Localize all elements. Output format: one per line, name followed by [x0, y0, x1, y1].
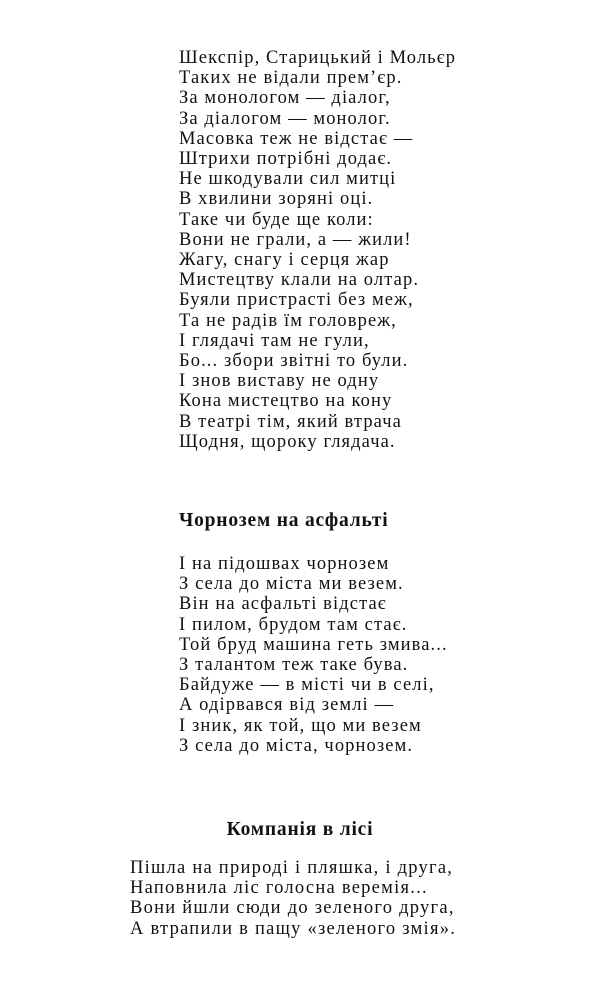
- poem-line: В театрі тім, який втрача: [179, 411, 402, 432]
- poem-chornozem: [179, 554, 448, 756]
- poem-line: Жагу, снагу і серця жар: [179, 250, 390, 271]
- poem-line: Той бруд машина геть змива...: [179, 634, 448, 655]
- poem-line: За діалогом — монолог.: [179, 108, 391, 129]
- poem-line: З села до міста, чорнозем.: [179, 735, 414, 756]
- poem-line: І на підошвах чорнозем: [179, 554, 390, 574]
- poem-line: Не шкодували сил митці: [179, 169, 397, 190]
- poem-line: Кона мистецтво на кону: [179, 391, 393, 412]
- poem-line: І пилом, брудом там стає.: [179, 614, 408, 635]
- poem-line: Штрихи потрібні додає.: [179, 149, 393, 170]
- poem-line: Таких не відали прем’єр.: [179, 68, 403, 89]
- poem-line: І зник, як той, що ми везем: [179, 715, 422, 736]
- poem-line: Таке чи буде ще коли:: [179, 209, 374, 230]
- poem-line: А одірвався від землі —: [179, 695, 395, 716]
- poem-line: Масовка теж не відстає —: [179, 128, 414, 149]
- poem-line: З села до міста ми везем.: [179, 574, 404, 595]
- poem-line: З талантом теж таке бува.: [179, 655, 409, 676]
- poem-line: Наповнила ліс голосна веремія...: [130, 878, 428, 899]
- poem-line: А втрапили в пащу «зеленого змія».: [130, 918, 457, 939]
- poem-line: І знов виставу не одну: [179, 371, 380, 392]
- poem-line: Бо... збори звітні то були.: [179, 351, 409, 372]
- poem-line: Вони йшли сюди до зеленого друга,: [130, 898, 455, 919]
- poem-theatre-stanza: [179, 48, 456, 452]
- poem-line: Та не радів їм головреж,: [179, 310, 397, 331]
- poem-line: Буяли пристрасті без меж,: [179, 290, 414, 311]
- poem-title: Компанія в лісі: [226, 819, 374, 840]
- poem-kompaniya: [130, 858, 456, 939]
- poem-line: Шекспір, Старицький і Мольєр: [179, 48, 457, 68]
- poem-title: Чорнозем на асфальті: [179, 510, 389, 531]
- poem-line: Пішла на природі і пляшка, і друга,: [130, 858, 454, 878]
- poem-line: В хвилини зоряні оці.: [179, 189, 374, 210]
- poem-line: Щодня, щороку глядача.: [179, 431, 396, 452]
- poem-line: Він на асфальті відстає: [179, 594, 387, 615]
- poem-line: Байдуже — в місті чи в селі,: [179, 675, 435, 696]
- poem-line: Мистецтву клали на олтар.: [179, 270, 420, 291]
- poem-line: За монологом — діалог,: [179, 88, 391, 109]
- poem-line: Вони не грали, а — жили!: [179, 229, 412, 250]
- poem-line: І глядачі там не гули,: [179, 330, 370, 351]
